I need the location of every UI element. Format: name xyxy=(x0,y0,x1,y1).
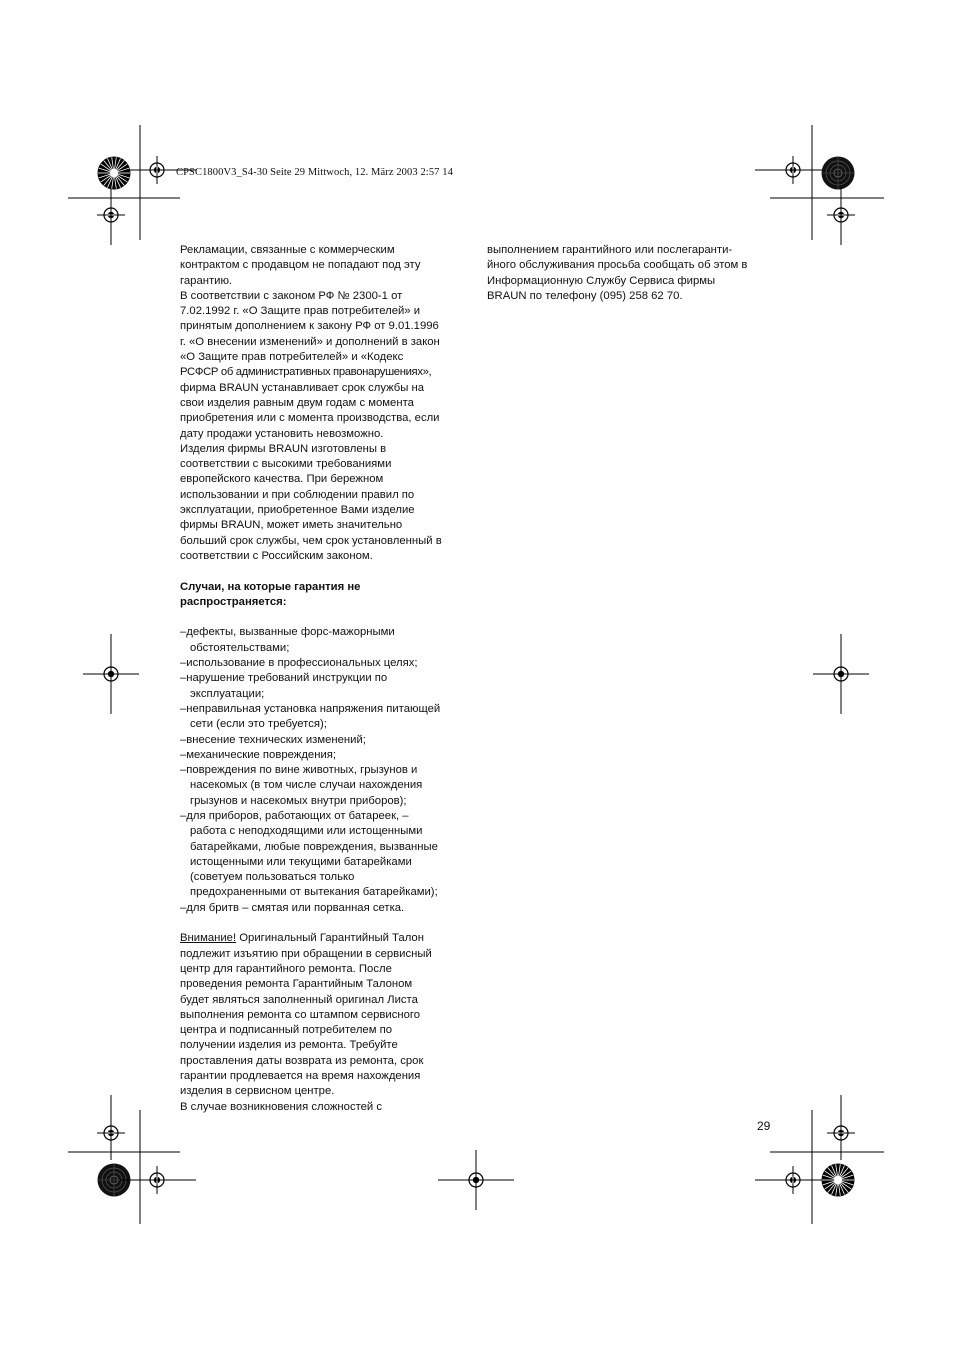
text-line: проведения ремонта Гарантийным Талоном xyxy=(180,978,413,991)
section-heading: распространяется: xyxy=(180,595,287,608)
warning-line xyxy=(180,931,475,946)
text-line: Рекламации, связанные с коммерческим xyxy=(180,244,395,256)
list-item: –для приборов, работающих от батареек, – xyxy=(180,809,409,822)
text-line: изделия в сервисном центре. xyxy=(180,1085,335,1098)
text-line: контрактом с продавцом не попадают под эту xyxy=(180,259,421,272)
list-item: –механические повреждения; xyxy=(180,748,337,761)
warning-label: Внимание! xyxy=(180,932,237,945)
list-item: –для бритв – смятая или порванная сетка. xyxy=(180,901,405,914)
list-item: –нарушение требований инструкции по xyxy=(180,672,388,685)
text-line: г. «О внесении изменений» и дополнений в закон xyxy=(180,335,440,348)
list-item: –повреждения по вине животных, грызунов и xyxy=(180,764,418,777)
text-line: свои изделия равным двум годам с момента xyxy=(180,396,414,409)
text-line: больший срок службы, чем срок установленный в xyxy=(180,534,442,547)
warning-text: Оригинальный Гарантийный Талон xyxy=(236,932,424,945)
text-line: проставления даты возврата из ремонта, срок xyxy=(180,1054,424,1067)
text-line: принятым дополнением к закону РФ от 9.01.1996 xyxy=(180,320,439,333)
text-line: В случае возникновения сложностей с xyxy=(180,1100,383,1113)
list-item: работа с неподходящими или истощенными xyxy=(190,825,423,838)
text-line: фирма BRAUN устанавливает срок службы на xyxy=(180,381,425,394)
text-line: использовании и при соблюдении правил по xyxy=(180,488,415,501)
text-line: приобретения или с момента производства, если xyxy=(180,412,440,425)
list-item: эксплуатации; xyxy=(190,687,265,700)
text-line: гарантии продлевается на время нахождения xyxy=(180,1070,421,1083)
text-line: выполнения ремонта со штампом сервисного xyxy=(180,1008,421,1021)
text-line: йного обслуживания просьба сообщать об этом в xyxy=(487,259,748,272)
page-number: 29 xyxy=(757,1119,771,1133)
left-column xyxy=(180,243,475,1115)
text-line: эксплуатации, приобретенное Вами изделие xyxy=(180,504,415,517)
right-column xyxy=(487,243,787,304)
list-item: истощенными или текущими батарейками xyxy=(190,855,412,868)
text-line: Изделия фирмы BRAUN изготовлены в xyxy=(180,442,387,455)
text-line: 7.02.1992 г. «О Защите прав потребителей» и xyxy=(180,305,421,318)
text-line: В соответствии с законом РФ № 2300-1 от xyxy=(180,289,403,302)
text-line: BRAUN по телефону (095) 258 62 70. xyxy=(487,289,683,302)
list-item: батарейками, любые повреждения, вызванные xyxy=(190,840,438,853)
text-line: центр для гарантийного ремонта. После xyxy=(180,962,392,975)
list-item: обстоятельствами; xyxy=(190,641,290,654)
text-line: гарантию. xyxy=(180,274,233,287)
list-item: –использование в профессиональных целях; xyxy=(180,657,418,670)
text-line: РСФСР об административных правонарушениях», xyxy=(180,366,432,379)
printer-slug: CPSC1800V3_S4-30 Seite 29 Mittwoch, 12. März 2003 2:57 14 xyxy=(176,167,453,178)
list-item: грызунов и насекомых внутри приборов); xyxy=(190,794,407,807)
text-line: дату продажи установить невозможно. xyxy=(180,427,384,440)
text-line: «О Защите прав потребителей» и «Кодекс xyxy=(180,351,404,364)
list-item: (советуем пользоваться только xyxy=(190,871,355,884)
list-item: предохраненными от вытекания батарейками); xyxy=(190,886,438,899)
list-item: сети (если это требуется); xyxy=(190,718,327,731)
text-line: соответствии с высокими требованиями xyxy=(180,458,392,471)
text-line: Информационную Службу Сервиса фирмы xyxy=(487,274,716,287)
list-item: –дефекты, вызванные форс-мажорными xyxy=(180,626,395,639)
list-item: насекомых (в том числе случаи нахождения xyxy=(190,779,423,792)
list-item: –неправильная установка напряжения питающей xyxy=(180,702,441,715)
text-line: фирмы BRAUN, может иметь значительно xyxy=(180,519,403,532)
list-item: –внесение технических изменений; xyxy=(180,733,366,746)
text-line: подлежит изъятию при обращении в сервисный xyxy=(180,947,432,960)
section-heading: Случаи, на которые гарантия не xyxy=(180,580,361,593)
text-line: центра и подписанный потребителем по xyxy=(180,1024,393,1037)
text-line: соответствии с Российским законом. xyxy=(180,549,373,562)
text-line: выполнением гарантийного или послегаранти- xyxy=(487,244,733,256)
text-line: европейского качества. При бережном xyxy=(180,473,384,486)
text-line: получении изделия из ремонта. Требуйте xyxy=(180,1039,398,1052)
text-line: будет являться заполненный оригинал Листа xyxy=(180,993,418,1006)
